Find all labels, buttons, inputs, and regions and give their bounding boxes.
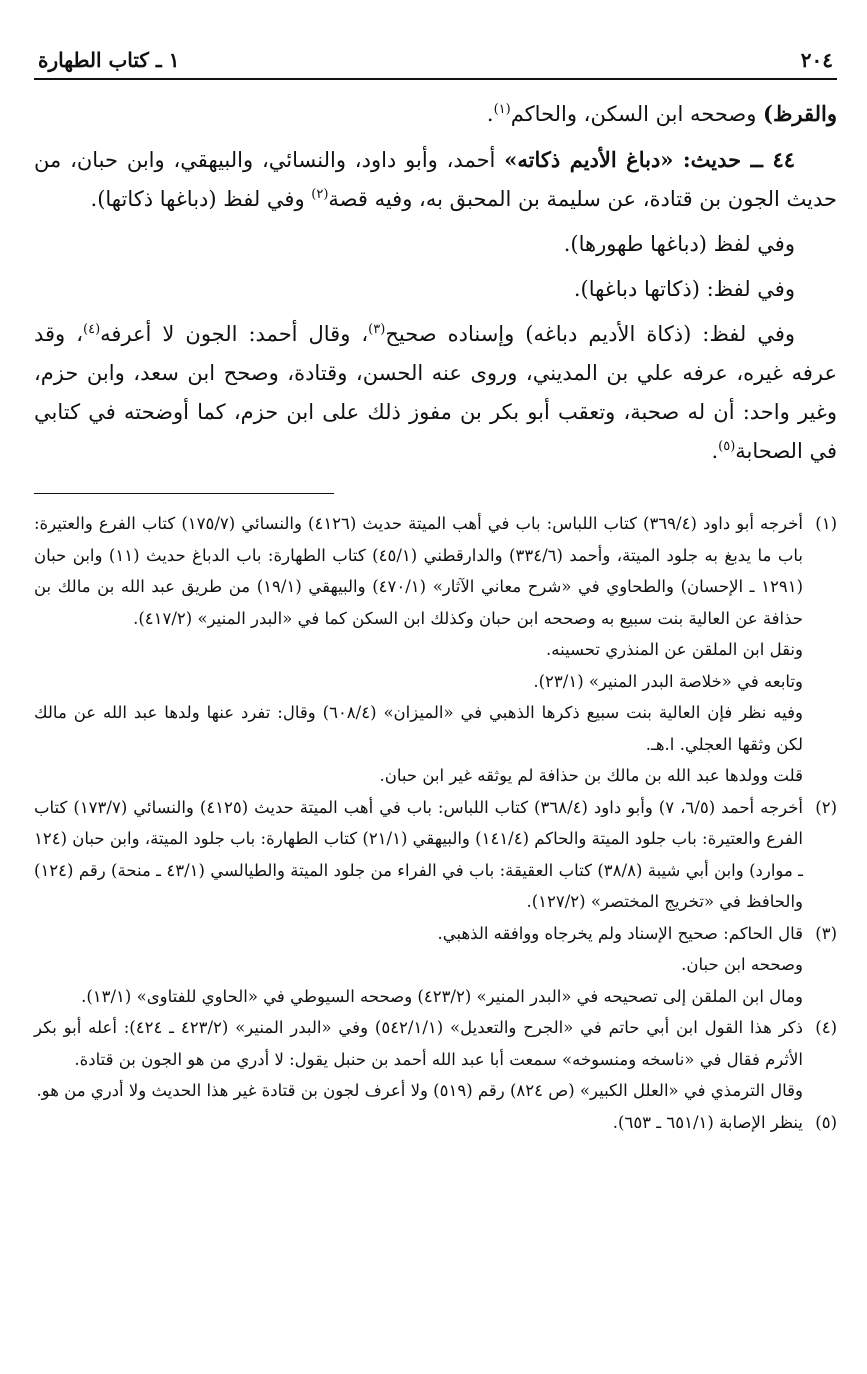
footnote-number: (٥) [815,1112,837,1132]
footnote-ref-3[interactable]: (٣) [368,322,386,337]
paragraph-4: وفي لفظ: (ذكاتها دباغها). [573,277,795,301]
footnote-ref-4[interactable]: (٤) [83,322,101,337]
page-number: ٢٠٤ [800,48,833,72]
paragraph-5: وفي لفظ: (ذكاة الأديم دباغه) وإسناده صحيح$^{(٣)}$، وقال أحمد: الجون لا أعرفه$^{(٤)}$، وقد عرفه غيره، عرفه علي بن المديني، وروى عنه الحسن، وقتادة، وصحح ابن سعد، وابن حزم، وغير واحد: أن له صحبة، وتعقب أبو بكر بن مفوز ذلك على ابن حزم، كما أوضحته في كتابي في الصحابة$^{(٥)}$. [34,322,837,463]
running-header [34,48,837,80]
footnote-4 [34,1012,837,1107]
footnote-ref-2[interactable]: (٢) [311,187,329,202]
footnote-body: ذكر هذا القول ابن أبي حاتم في «الجرح والتعديل» (٥٤٢/١/١) وفي «البدر المنير» (٤٢٣/٢ ـ ٤٢٤): أعله أبو بكر الأثرم فقال في «ناسخه ومنسوخه» سمعت أبا عبد الله أحمد بن حنبل يقول: لا أدري من هو الجون بن قتادة. وقال الترمذي في «العلل الكبير» (ص ٨٢٤) رقم (٥١٩) ولا أعرف لجون بن قتادة غير هذا الحديث ولا أدري من هو. [34,1018,804,1100]
footnote-1 [34,508,837,792]
paragraph-1: والقرظ) وصححه ابن السكن، والحاكم$^{(١)}$. [486,101,837,126]
footnote-5 [34,1107,837,1139]
footnote-body: أخرجه أحمد (٦/٥، ٧) وأبو داود (٣٦٨/٤) كتاب اللباس: باب في أهب الميتة حديث (٤١٢٥) والنسائي (١٧٣/٧) كتاب الفرع والعتيرة: باب جلود الميتة والحاكم (١٤١/٤) والبيهقي (٢١/١) كتاب الطهارة: باب جلود الميتة، وابن حبان (١٢٤ ـ موارد) وابن أبي شيبة (٣٨/٨) كتاب العقيقة: باب في الفراء من جلود الميتة والطيالسي (٤٣/١ ـ منحة) رقم (١٢٤) والحافظ في «تخريج المختصر» (١٢٧/٢). [34,797,804,911]
footnote-number: (٣) [815,923,837,943]
footnote-number: (٤) [815,1018,837,1037]
paragraph-3: وفي لفظ (دباغها طهورها). [563,232,795,256]
footnote-number: (١) [815,514,837,533]
footnote-body: أخرجه أبو داود (٣٦٩/٤) كتاب اللباس: باب في أهب الميتة حديث (٤١٢٦) والنسائي (١٧٥/٧) كتاب الفرع والعتيرة: باب ما يدبغ به جلود الميتة، وأحمد (٣٣٤/٦) والدارقطني (٤٥/١) كتاب الطهارة: باب الدباغ حديث (١١) وابن حبان (١٢٩١ ـ الإحسان) والطحاوي في «شرح معاني الآثار» (٤٧٠/١) والبيهقي (١٩/١) من طريق عبد الله بن مالك بن حذافة عن العالية بنت سبيع به وصححه ابن حبان وكذلك ابن السكن كما في «البدر المنير» (٤١٧/٢). ونقل ابن الملقن عن المنذري تحسينه. وتابعه في «خلاصة البدر المنير» (٢٣/١). وفيه نظر فإن العالية بنت سبيع ذكرها الذهبي في «الميزان» (٦٠٨/٤) وقال: تفرد عنها ولدها عبد الله عن مالك لكن وثقها العجلي. ا.هـ. قلت وولدها عبد الله بن مالك بن حذافة لم يوثقه غير ابن حبان. [34,514,803,785]
hadith-number: ٤٤ ــ حديث: [673,147,795,172]
bold-term: والقرظ) [763,101,837,126]
hadith-44: ٤٤ ــ حديث: «دباغ الأديم ذكاته» أحمد، وأبو داود، والنسائي، والبيهقي، وابن حبان، من حديث الجون بن قتادة، عن سليمة بن المحبق به، وفيه قصة$^{(٢)}$ وفي لفظ (دباغها ذكاتها). [34,147,837,211]
main-text [34,94,837,471]
hadith-title: «دباغ الأديم ذكاته» [504,147,674,172]
footnote-ref-5[interactable]: (٥) [718,439,736,454]
footnote-ref-1[interactable]: (١) [493,102,511,117]
footnote-2 [34,792,837,918]
footnote-number: (٢) [815,797,837,817]
footnote-body: قال الحاكم: صحيح الإسناد ولم يخرجاه ووافقه الذهبي. وصححه ابن حبان. ومال ابن الملقن إلى تصحيحه في «البدر المنير» (٤٢٣/٢) وصححه السيوطي في «الحاوي للفتاوى» (١٣/١). [81,923,803,1006]
chapter-title: ١ ـ كتاب الطهارة [38,48,180,72]
footnote-separator [34,493,334,494]
footnote-body: ينظر الإصابة (٦٥١/١ ـ ٦٥٣). [612,1112,803,1132]
footnote-3 [34,918,837,1013]
footnotes [34,508,837,1138]
